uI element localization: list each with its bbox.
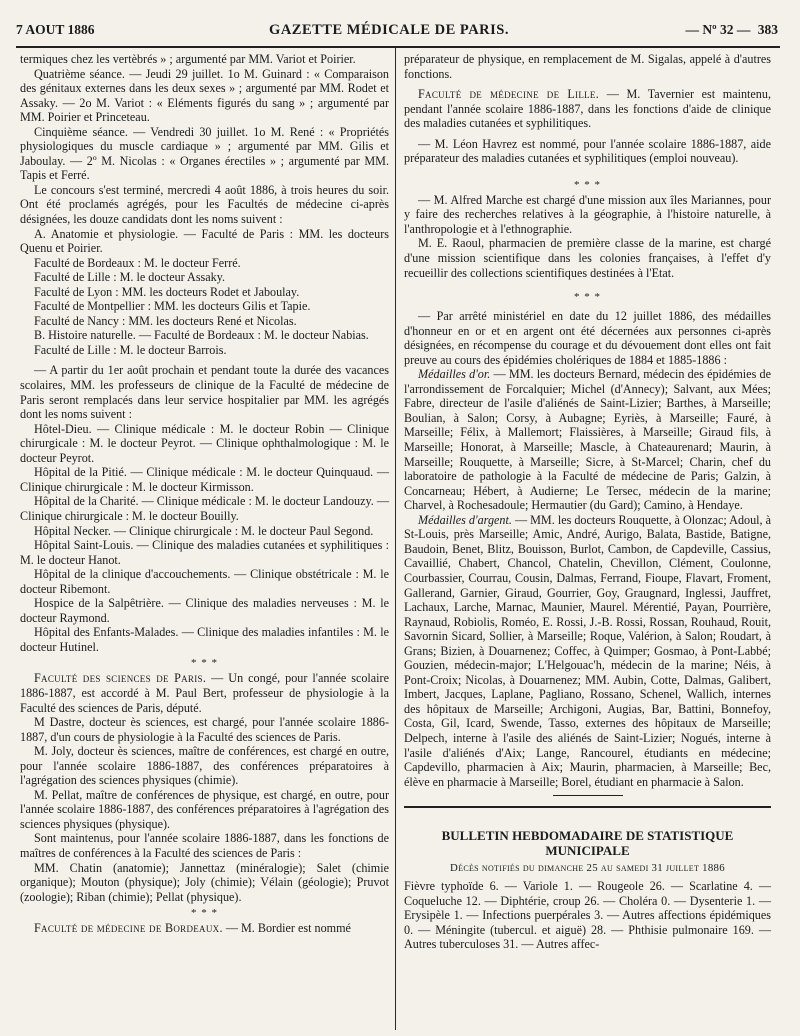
- paragraph: M. E. Raoul, pharmacien de première classe de la marine, est chargé d'une mission scientifique dans les colonies françaises, à l'effet d'y recueillir des collections scientifiques destinées à l'Etat.: [404, 236, 771, 280]
- section-lead: Faculté des sciences de Paris.: [34, 671, 207, 686]
- short-rule: [553, 795, 623, 796]
- paragraph: M. Pellat, maître de conférences de physique, est chargé, en outre, pour l'année scolaire 1886-1887, des conférences préparatoires à l'agrégation des sciences physiques (physique).: [20, 787, 389, 831]
- section-lead: Faculté de médecine de Lille.: [418, 87, 600, 102]
- paragraph: Faculté de Montpellier : MM. les docteurs Gilis et Tapie.: [34, 299, 311, 314]
- issue-number: — Nº 32 —: [685, 22, 751, 37]
- paragraph: Fièvre typhoïde 6. — Variole 1. — Rougeole 26. — Scarlatine 4. — Coqueluche 12. — Diphtérie, croup 26. — Choléra 0. — Dysenterie 1. — Erysipèle 1. — Infections puerpérales 3. — Autres affections épidémiques 0. — Méningite (tubercul. et aiguë) 28. — Phthisie pulmonaire 169. — Autres tuberculoses 31. — Autres affec-: [404, 879, 771, 952]
- bulletin-title: BULLETIN HEBDOMADAIRE DE STATISTIQUE MUNICIPALE: [441, 828, 734, 859]
- paragraph: Faculté de médecine de Bordeaux. — M. Bordier est nommé: [34, 921, 351, 936]
- paragraph: préparateur de physique, en remplacement de M. Sigalas, appelé à d'autres fonctions.: [404, 52, 771, 81]
- section-rule: [404, 806, 771, 808]
- paragraph: MM. Chatin (anatomie); Jannettaz (minéralogie); Salet (chimie organique); Mouton (physique); Joly (chimie); Vélain (géologie); Pruvot (zoologie); Riban (chimie); Pellat (physique).: [20, 860, 389, 904]
- paragraph: Hôpital des Enfants-Malades. — Clinique des maladies infantiles : M. le docteur Hutinel.: [20, 625, 389, 654]
- paragraph: Hospice de la Salpêtrière. — Clinique des maladies nerveuses : M. le docteur Raymond.: [20, 596, 389, 625]
- paragraph: M. Joly, docteur ès sciences, maître de conférences, est chargé en outre, pour l'année scolaire 1886-1887, des conférences préparatoires à l'agrégation des sciences physiques (chimie).: [20, 744, 389, 788]
- paragraph: Hôtel-Dieu. — Clinique médicale : M. le docteur Robin — Clinique chirurgicale : M. le docteur Peyrot. — Clinique ophthalmologique : M. le docteur Peyrot.: [20, 421, 389, 465]
- paragraph: Hôpital de la Charité. — Clinique médicale : M. le docteur Landouzy. — Clinique chirurgicale : M. le docteur Bouilly.: [20, 494, 389, 523]
- paragraph: — M. Léon Havrez est nommé, pour l'année scolaire 1886-1887, aide préparateur des maladies cutanées et syphilitiques (emploi nouveau).: [404, 136, 771, 166]
- paragraph: Quatrième séance. — Jeudi 29 juillet. 1o M. Guinard : « Comparaison des génitaux externes dans les deux sexes » ; argumenté par MM. Rodet et Assaky. — 2o M. Variot : « Eléments figurés du sang » ; argumenté par MM. Poirier et Princeteau.: [20, 66, 389, 125]
- issue-date: 7 AOUT 1886: [16, 22, 95, 37]
- paragraph: — A partir du 1er août prochain et pendant toute la durée des vacances scolaires, MM. les professeurs de clinique de la Faculté de médecine de Paris seront remplacés dans leur service hospitalier par MM. les agrégés dont les noms suivent :: [20, 363, 389, 422]
- paragraph: Hôpital de la clinique d'accouchements. — Clinique obstétricale : M. le docteur Ribemont.: [20, 567, 389, 596]
- paragraph: Faculté de Lyon : MM. les docteurs Rodet et Jaboulay.: [34, 284, 300, 299]
- paragraph: Faculté de Lille : M. le docteur Barrois.: [34, 342, 227, 357]
- section-stars: * * *: [191, 907, 218, 920]
- paragraph: Faculté des sciences de Paris. — Un congé, pour l'année scolaire 1886-1887, est accordé à M. Paul Bert, professeur de physiologie à la Faculté des sciences de Paris, député.: [20, 671, 389, 715]
- journal-title: GAZETTE MÉDICALE DE PARIS.: [269, 22, 509, 38]
- running-header: [16, 22, 780, 44]
- paragraph: Hôpital de la Pitié. — Clinique médicale : M. le docteur Quinquaud. — Clinique chirurgicale : M. le docteur Kirmisson.: [20, 465, 389, 494]
- paragraph: — M. Alfred Marche est chargé d'une mission aux îles Mariannes, pour y faire des recherches relatives à la géographie, à l'histoire naturelle, à l'anthropologie et à l'ethnographie.: [404, 192, 771, 236]
- paragraph: — Par arrêté ministériel en date du 12 juillet 1886, des médailles d'honneur en or et en argent ont été décernées aux personnes ci-après désignées, en récompense du courage et du dévouement dont elles ont fait preuve au cours des épidémies cholériques de 1884 et 1885-1886 :: [404, 309, 771, 367]
- paragraph: Le concours s'est terminé, mercredi 4 août 1886, à trois heures du soir. Ont été proclamés agrégés, pour les Facultés de médecine ci-après désignées, les douze candidats dont les noms suivent :: [20, 182, 389, 227]
- bulletin-subtitle: Décès notifiés du dimanche 25 au samedi 31 juillet 1886: [450, 862, 725, 875]
- paragraph: Faculté de Nancy : MM. les docteurs René et Nicolas.: [34, 313, 297, 328]
- paragraph: Cinquième séance. — Vendredi 30 juillet. 1o M. René : « Propriétés physiologiques du muscle cardiaque » ; argumenté par MM. Gilis et Jaboulay. — 2º M. Nicolas : « Organes érectiles » ; argumenté par MM. Tapis et Ferré.: [20, 124, 389, 183]
- paragraph: B. Histoire naturelle. — Faculté de Bordeaux : M. le docteur Nabias.: [34, 328, 369, 343]
- page-number: 383: [757, 22, 778, 37]
- paragraph: Médailles d'argent. — MM. les docteurs Rouquette, à Olonzac; Adoul, à St-Louis, près Marseille; Amic, André, Aurigo, Balata, Bastide, Batigne, Baudoin, Benet, Blitz, Bouisson, Burlot, Cambon, de Capdeville, Cassius, Cavaillié, Chabert, Chancol, Chatelin, Chevillon, Clément, Coulonne, Courbassier, Courrau, Cousin, Dalmas, Ferrand, Fioupe, Flavart, Froment, Gallerand, Garnier, Giraud, Gourrier, Goy, Graugnard, Inglessi, Jauffret, Lachaux, Larche, Marnac, Maunier, Maurel. Mérentié, Payan, Pourrière, Raynaud, Robiolis, Roméo, E. Rossi, J.-B. Rossi, Rossan, Rouhaud, Rouit, Savornin Sicard, Sollier, à Marseille; Roque, Valérion, à Salon; Roudart, à Grans; Bizien, à Douarnenez; Coffec, à Quimper; Gosmao, à Pont-Labbé; Gouzien, médecin-major; L'Helgouac'h, médecin de la marine; Néis, à Pont-Croix; Nicolas, à Douarnenez; MM. Aubin, Cotte, Dalmas, Galibert, Imbert, Jacques, Laplane, Pagliano, Rossano, Schenel, Wallich, internes des hôpitaux de Marseille; Archigoni, Augias, Bar, Battini, Bonnefoy, Costa, Gil, Icard, Swende, Tasso, externes des hôpitaux de Marseille; Delpech, interne à l'asile des aliénés de Saint-Lizier; Nogués, interne à l'asile d'aliénés d'Aix; Lange, Rancourel, étudiants en médecine; Capdevillo, pharmacien à Aix; Maurin, pharmacien, à Marseille; Bec, élève en pharmacie à Marseille; Borel, étudiant en pharmacie à Salon.: [404, 512, 772, 789]
- section-lead: Faculté de médecine de Bordeaux.: [34, 921, 223, 936]
- section-stars: * * *: [574, 291, 601, 304]
- paragraph: M Dastre, docteur ès sciences, est chargé, pour l'année scolaire 1886-1887, d'un cours de physiologie à la Faculté des sciences de Paris.: [20, 715, 389, 744]
- article-columns: [16, 48, 780, 1030]
- section-lead: Médailles d'or.: [418, 367, 491, 382]
- paragraph: Médailles d'or. — MM. les docteurs Bernard, médecin des épidémies de l'arrondissement de Forcalquier; Michel (d'Annecy); Salvant, aux Mées; Fabre, directeur de l'asile d'aliénés de Saint-Lizier; Barthes, à Marseille; Boulian, à Salon; Corsy, à Aubagne; Eyriès, à Marseille; Fauré, à Marseille; Félix, à Mallemort; Flaissières, à Marseille; Giraud fils, à Marseille; Honorat, à Marseille; Mascle, à Chateaurenard; Maurin, à Marseille; Rouquette, à Marseille; Sicre, à St-Marcel; Charin, chef du laboratoire de pathologie à la Faculté de médecine de Paris; Galzin, à Concarneau; Hébert, à Audierne; Le Tersec, médecin de la marine; Charvel, à Rochesadoule; Hermautier (du Gard); Camino, à Hendaye.: [404, 367, 771, 513]
- issue-number-and-page: [684, 22, 780, 38]
- left-column: [16, 48, 395, 1030]
- paragraph: Faculté de médecine de Lille. — M. Tavernier est maintenu, pendant l'année scolaire 1886-1887, dans les fonctions d'aide de clinique des maladies cutanées et syphilitiques.: [404, 87, 771, 131]
- mortality-statistics: [404, 879, 771, 952]
- paragraph: A. Anatomie et physiologie. — Faculté de Paris : MM. les docteurs Quenu et Poirier.: [20, 226, 389, 256]
- paragraph: Hôpital Saint-Louis. — Clinique des maladies cutanées et syphilitiques : M. le docteur Hanot.: [20, 538, 389, 567]
- right-column: [396, 48, 775, 1030]
- paragraph: Sont maintenus, pour l'année scolaire 1886-1887, dans les fonctions de maîtres de conférences à la Faculté des sciences de Paris :: [20, 831, 389, 860]
- section-stars: * * *: [191, 657, 218, 670]
- paragraph: Faculté de Lille : M. le docteur Assaky.: [34, 270, 226, 285]
- paragraph: Faculté de Bordeaux : M. le docteur Ferré.: [34, 255, 241, 270]
- paragraph: Hôpital Necker. — Clinique chirurgicale : M. le docteur Paul Segond.: [34, 523, 374, 538]
- section-stars: * * *: [574, 178, 601, 191]
- section-lead: Médailles d'argent.: [418, 512, 512, 527]
- paragraph: termiques chez les vertèbrés » ; argumenté par MM. Variot et Poirier.: [20, 52, 356, 66]
